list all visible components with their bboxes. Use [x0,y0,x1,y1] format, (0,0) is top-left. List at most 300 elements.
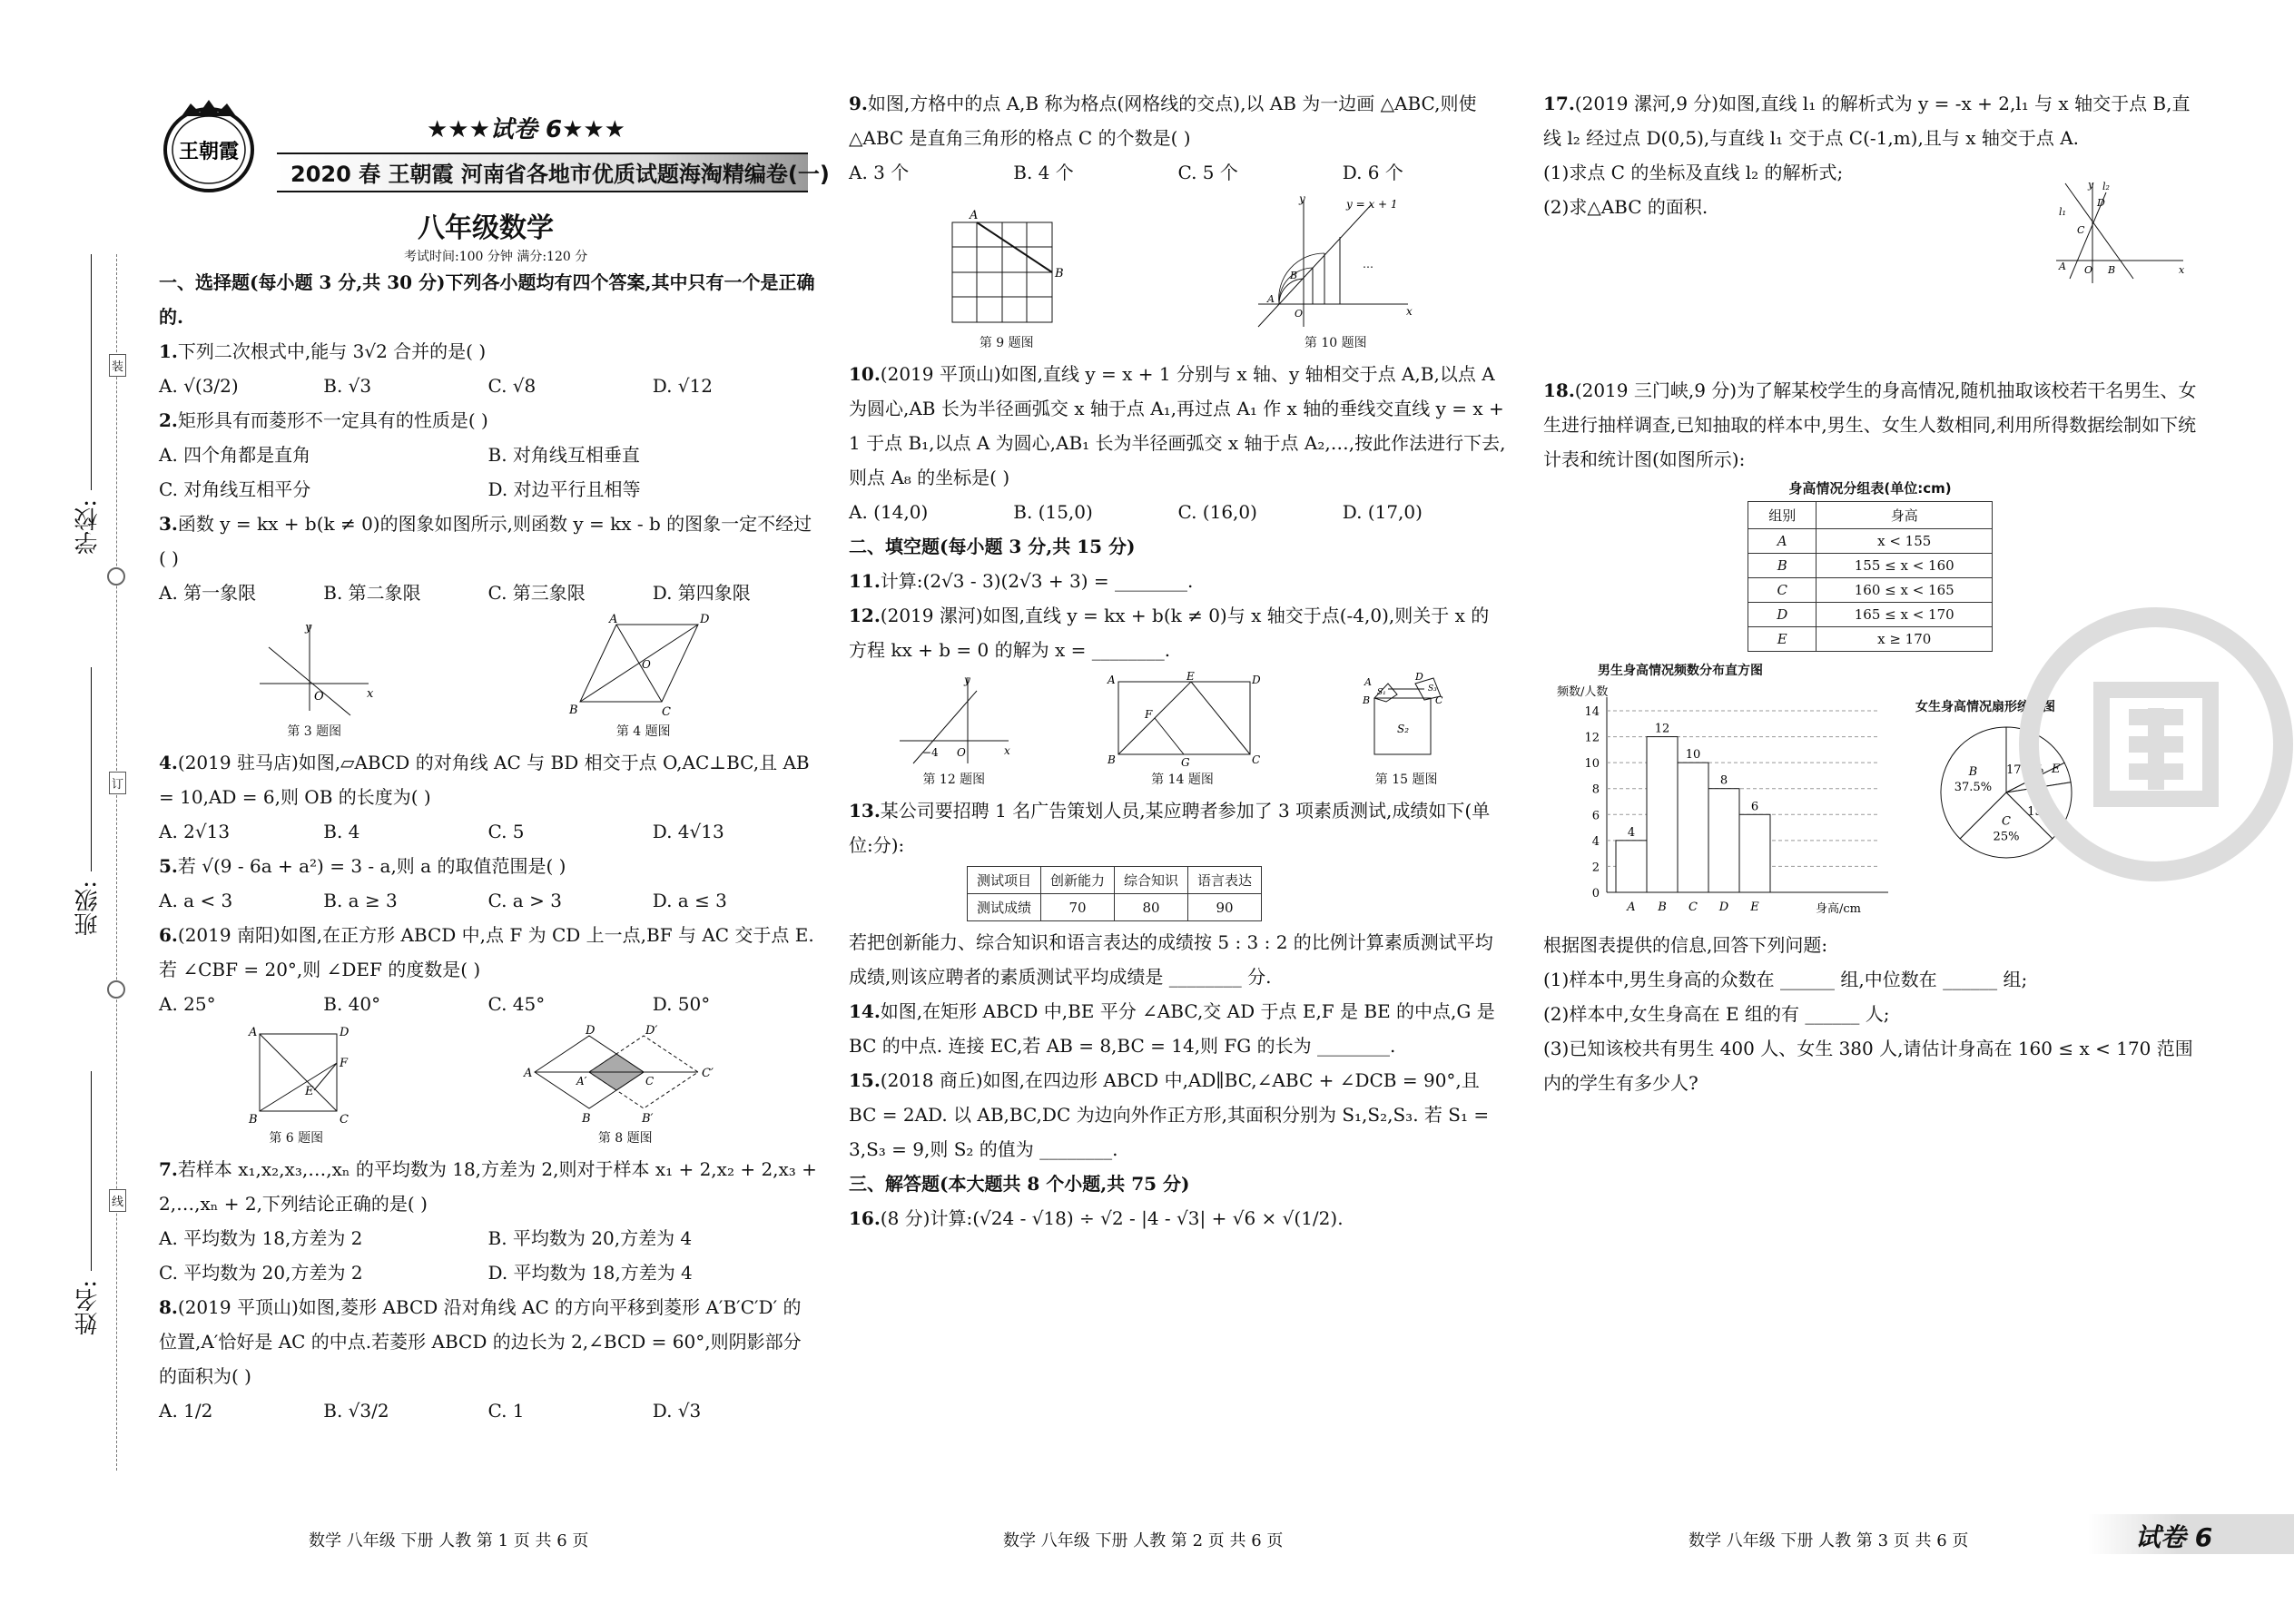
pie-title: 女生身高情况扇形统计图 [1915,700,2055,714]
hist-bar [1739,814,1770,892]
footer-page-1: 数学 八年级 下册 人教 第 1 页 共 6 页 [309,1531,589,1550]
fig10-equation: y = x + 1 [1346,198,1398,211]
option-c: C. 45° [487,993,546,1015]
svg-text:…: … [1363,258,1374,271]
svg-text:l₂: l₂ [2102,181,2110,192]
name-blank [91,1071,92,1271]
q-number: 18. [1543,379,1575,401]
hist-title: 男生身高情况频数分布直方图 [1598,664,1763,678]
fig8-caption: 第 8 题图 [597,1131,653,1146]
option-b: B. (15,0) [1013,501,1093,523]
hist-bar [1678,763,1708,892]
q18-prompt: 根据图表提供的信息,回答下列问题: [1543,934,1828,956]
question-5 [159,849,817,883]
option-a: A. 2√13 [159,821,231,842]
hist-xtick-label: B [1658,901,1667,914]
q-text: (2019 平顶山)如图,直线 y = x + 1 分别与 x 轴、y 轴相交于点 A,B,以点 A 为圆心,AB 长为半径画弧交 x 轴于点 A₁,再过点 A₁ 作 x 轴的垂线交直线 y = x + 1 于点 B₁,以点 A 为圆心,AB₁ 长为半径画弧交 x 轴于点 A₂,…,按此作法进行下去,则点 A₈ 的坐标是( ) [849,363,1506,488]
q-text: 矩形具有而菱形不一定具有的性质是( ) [177,409,488,431]
question-18 [1543,373,2197,477]
svg-text:−4: −4 [921,746,939,759]
option-c: C. 对角线互相平分 [159,478,311,500]
table-row [1748,603,1993,627]
figures-12-14-15 [849,670,1507,788]
svg-text:x: x [1406,305,1413,318]
q-number: 13. [849,800,881,822]
q-text: (2019 三门峡,9 分)为了解某校学生的身高情况,随机抽取该校若干名男生、女生进行抽样调查,已知抽取的样本中,男生、女生人数相同,利用所得数据绘制如下统计表和统计图(如图所示): [1543,379,2197,470]
q-number: 7. [159,1158,178,1180]
q18-sub3: (3)已知该校共有男生 400 人、女生 380 人,请估计身高在 160 ≤ x < 170 范围内的学生有多少人? [1543,1038,2193,1094]
hist-xtick-label: E [1750,901,1759,914]
question-8 [159,1290,817,1393]
svg-text:A: A [523,1067,533,1080]
class-label: 班级: [74,881,102,936]
fig12-graph [895,673,1013,768]
option-c: C. 1 [487,1400,525,1422]
option-c: C. (16,0) [1177,501,1257,523]
fig3-caption: 第 3 题图 [287,724,342,739]
pie-slice-label: B [1968,764,1978,779]
table-row [968,867,1262,894]
figures-3-4 [159,615,817,740]
question-13-cont: 若把创新能力、综合知识和语言表达的成绩按 5 : 3 : 2 的比例计算素质测试平均成绩,则该应聘者的素质测试平均成绩是 ________ 分. [849,931,1493,988]
svg-text:A: A [249,1026,258,1039]
q-text: (2019 漯河)如图,直线 y = kx + b(k ≠ 0)与 x 轴交于点(-4,0),则关于 x 的方程 kx + b = 0 的解为 x = ________. [849,605,1490,661]
svg-text:x: x [1003,744,1010,757]
series-title: 2020 春 王朝霞 河南省各地市优质试题海淘精编卷(一) [290,162,830,187]
figure-4 [562,615,725,740]
svg-text:F: F [1145,708,1153,721]
q-number: 10. [849,363,881,385]
q-text: (2019 南阳)如图,在正方形 ABCD 中,点 F 为 CD 上一点,BF 与 AC 交于点 E.若 ∠CBF = 20°,则 ∠DEF 的度数是( ) [159,924,814,980]
svg-text:O: O [1295,308,1304,320]
q3-options [159,576,817,610]
table-cell: x ≥ 170 [1816,627,1993,652]
svg-text:C: C [1435,694,1443,706]
svg-text:O: O [641,658,651,671]
option-c: C. √8 [487,375,537,397]
pie-slice-label: C [2002,814,2011,829]
option-d: D. 平均数为 18,方差为 4 [487,1262,693,1284]
fig6-caption: 第 6 题图 [269,1131,324,1146]
svg-text:D: D [585,1024,596,1038]
q-text: 若 √(9 - 6a + a²) = 3 - a,则 a 的取值范围是( ) [177,855,566,877]
option-b: B. 平均数为 20,方差为 4 [487,1227,693,1249]
svg-text:A: A [608,613,618,626]
svg-text:C: C [661,705,671,719]
question-6 [159,918,817,987]
table-cell: 综合知识 [1115,867,1188,894]
hist-ytick-label: 4 [1591,834,1600,849]
hist-xtick-label: A [1627,901,1636,914]
figure-9 [939,204,1075,351]
svg-text:D: D [1252,674,1262,686]
svg-text:D: D [1415,671,1423,683]
question-13 [849,793,1507,862]
pie-slice-label: A [2020,748,2030,763]
hist-ytick-label: 6 [1591,809,1600,823]
option-a: A. (14,0) [849,501,929,523]
q6-options [159,987,817,1021]
svg-text:C: C [2077,224,2085,236]
table-cell: D [1748,603,1816,627]
fig14-caption: 第 14 题图 [1151,773,1214,787]
option-a: A. 3 个 [849,162,910,183]
figure-12 [895,673,1013,788]
svg-text:A: A [1267,293,1275,305]
fig9-caption: 第 9 题图 [979,336,1034,350]
hist-bar-label: 6 [1750,800,1759,814]
hist-bar [1616,841,1647,892]
punch-hole-1 [107,567,125,586]
svg-text:B: B [581,1112,591,1126]
question-17-block [1543,86,2197,291]
q-number: 16. [849,1207,881,1229]
q-number: 5. [159,855,178,877]
hist-ytick-label: 2 [1591,861,1600,875]
option-d: D. √3 [652,1400,702,1422]
hist-ytick-label: 0 [1591,887,1600,901]
fig10-caption: 第 10 题图 [1304,336,1367,350]
q17-sub1: (1)求点 C 的坐标及直线 l₂ 的解析式; [1543,162,1844,183]
figure-15 [1352,673,1461,788]
figure-8 [517,1024,734,1147]
q13-score-table [967,866,1262,921]
svg-text:A′: A′ [576,1075,587,1088]
svg-text:C: C [340,1113,350,1127]
svg-text:B: B [1363,694,1371,706]
bind-mark-2: 订 [109,772,126,794]
svg-text:D′: D′ [645,1024,658,1038]
page-title: 八年级数学 [418,212,554,244]
q-text: (8 分)计算:(√24 - √18) ÷ √2 - |4 - √3| + √6 × √(1/2). [880,1207,1344,1229]
q-text: 函数 y = kx + b(k ≠ 0)的图象如图所示,则函数 y = kx - b 的图象一定不经过( ) [159,513,812,569]
q-text: (2018 商丘)如图,在四边形 ABCD 中,AD∥BC,∠ABC + ∠DCB = 90°,且 BC = 2AD. 以 AB,BC,DC 为边向外作正方形,其面积分别为 S₁,S₂,S₃. 若 S₁ = 3,S₃ = 9,则 S₂ 的值为 ________. [849,1069,1490,1160]
paper-badge-title: ★★★试卷 6★★★ [427,116,625,143]
table-cell: 155 ≤ x < 160 [1816,554,1993,578]
option-d: D. a ≤ 3 [652,890,727,911]
table-cell: 165 ≤ x < 170 [1816,603,1993,627]
binding-sidebar [64,254,145,1507]
svg-text:B: B [249,1113,258,1127]
question-17 [1543,86,2197,155]
svg-text:E: E [305,1085,314,1098]
svg-text:A: A [1364,676,1373,688]
hist-svg [1543,679,1906,924]
hist-ytick-label: 10 [1584,757,1600,772]
q-text: (2019 平顶山)如图,菱形 ABCD 沿对角线 AC 的方向平移到菱形 A′B′C′D′ 的位置,A′恰好是 AC 的中点.若菱形 ABCD 的边长为 2,∠BCD = 60°,则阴影部分的面积为( ) [159,1296,802,1387]
table-row [1748,502,1993,529]
svg-text:B′: B′ [641,1112,654,1126]
q18-sub2: (2)样本中,女生身高在 E 组的有 ______ 人; [1543,1003,1890,1025]
table-cell: E [1748,627,1816,652]
q18-sub1: (1)样本中,男生身高的众数在 ______ 组,中位数在 ______ 组; [1543,969,2028,990]
option-a: A. √(3/2) [159,375,239,397]
fig17-graph [2052,179,2188,288]
option-a: A. 四个角都是直角 [159,444,311,466]
svg-text:C: C [1252,753,1261,766]
q9-options [849,155,1507,190]
figures-6-8 [159,1024,817,1147]
svg-text:O: O [2084,264,2093,276]
svg-text:l₁: l₁ [2059,206,2066,218]
hist-xtick-label: D [1718,901,1729,914]
table-cell: x < 155 [1816,529,1993,554]
bind-mark-1: 装 [109,354,126,377]
table-cell: 创新能力 [1041,867,1115,894]
svg-text:D: D [2097,197,2105,209]
option-c: C. 5 [487,821,525,842]
option-b: B. √3 [323,375,372,397]
fig6-square [241,1027,350,1127]
hist-bar-label: 8 [1719,773,1728,788]
q-number: 3. [159,513,178,535]
q17-sub2: (2)求△ABC 的面积. [1543,196,1708,218]
section-2-heading: 二、填空题(每小题 3 分,共 15 分) [849,536,1136,557]
question-9 [849,86,1507,155]
bind-mark-3: 线 [109,1189,126,1212]
svg-text:D: D [340,1026,350,1039]
svg-text:C: C [645,1075,654,1088]
figure-3 [251,620,378,740]
seal-icon [2020,608,2292,881]
pie-slice-label: E [2052,763,2061,777]
svg-text:y: y [1299,192,1306,205]
hist-bar-label: 4 [1627,825,1636,840]
option-d: D. 50° [652,993,711,1015]
q-text: 如图,在矩形 ABCD 中,BE 平分 ∠ABC,交 AD 于点 E,F 是 BE 的中点,G 是 BC 的中点. 连接 EC,若 AB = 8,BC = 14,则 FG 的长为 ________. [849,1000,1495,1057]
svg-text:y: y [963,674,970,686]
pie-value-label: 17.5% [2006,763,2044,778]
seal-watermark [2020,608,2292,884]
q8-options [159,1393,817,1428]
q-number: 14. [849,1000,881,1022]
section-1-heading: 一、选择题(每小题 3 分,共 30 分)下列各小题均有四个答案,其中只有一个是正确的. [159,271,815,328]
logo [154,100,263,195]
option-b: B. √3/2 [323,1400,389,1422]
q-number: 15. [849,1069,881,1091]
q-text: (2019 漯河,9 分)如图,直线 l₁ 的解析式为 y = -x + 2,l₁ 与 x 轴交于点 B,直线 l₂ 经过点 D(0,5),与直线 l₁ 交于点 C(-1,m),且与 x 轴交于点 A. [1543,93,2191,149]
option-c: C. 平均数为 20,方差为 2 [159,1262,363,1284]
fig3-graph [251,620,378,720]
footer-page-3: 数学 八年级 下册 人教 第 3 页 共 6 页 [1689,1531,1969,1550]
punch-hole-2 [107,980,125,999]
question-4 [159,745,817,814]
svg-text:F: F [340,1057,349,1070]
option-a: A. 1/2 [159,1400,213,1422]
option-b: B. 第二象限 [323,582,421,604]
svg-text:A: A [2059,261,2066,272]
svg-text:O: O [956,746,966,759]
figure-6 [241,1027,350,1147]
question-16 [849,1201,1507,1235]
pie-value-label: 15% [2027,805,2054,820]
exam-info: 考试时间:100 分钟 满分:120 分 [404,250,588,264]
table-cell: 语言表达 [1188,867,1262,894]
q-number: 4. [159,752,178,773]
figure-14 [1105,670,1262,788]
option-b: B. 对角线互相垂直 [487,444,640,466]
fig4-caption: 第 4 题图 [615,724,671,739]
svg-text:王朝霞: 王朝霞 [178,140,240,163]
q-number: 8. [159,1296,178,1318]
name-label: 姓名: [74,1280,102,1335]
q2-options [159,438,817,507]
table-row [1748,529,1993,554]
fig10-graph [1254,192,1417,331]
figures-9-10 [849,192,1507,351]
q7-options [159,1221,817,1290]
svg-text:E: E [1186,670,1196,683]
q4-options [159,814,817,849]
sidebar-line [116,254,117,1471]
svg-text:B: B [1108,753,1117,766]
hist-xlabel: 身高/cm [1816,902,1861,916]
option-d: D. 对边平行且相等 [487,478,641,500]
q5-options [159,883,817,918]
figure-17 [2052,179,2197,291]
table-cell: C [1748,578,1816,603]
svg-text:x: x [2179,264,2185,276]
hist-ytick-label: 12 [1584,731,1600,745]
option-d: D. 第四象限 [652,582,751,604]
table-cell: 90 [1188,894,1262,921]
logo-emblem [154,100,263,195]
option-d: D. √12 [652,375,713,397]
question-15 [849,1063,1507,1166]
pie-value-label: 25% [1993,830,2020,844]
q-number: 2. [159,409,178,431]
question-10 [849,357,1507,495]
figure-10 [1254,192,1417,351]
fig8-rhombus [517,1024,734,1127]
q-number: 12. [849,605,881,626]
question-12 [849,598,1507,667]
table-cell: 70 [1041,894,1115,921]
option-b: B. a ≥ 3 [323,890,398,911]
svg-text:A: A [969,209,979,222]
group-table [1748,501,1993,652]
option-a: A. 第一象限 [159,582,257,604]
q-number: 9. [849,93,868,114]
svg-text:x: x [367,687,374,701]
q-text: 若样本 x₁,x₂,x₃,…,xₙ 的平均数为 18,方差为 2,则对于样本 x₁ + 2,x₂ + 2,x₃ + 2,…,xₙ + 2,下列结论正确的是( ) [159,1158,817,1215]
q-number: 17. [1543,93,1575,114]
svg-text:y: y [2088,179,2094,191]
option-c: C. 第三象限 [487,582,586,604]
question-7 [159,1152,817,1221]
svg-text:B: B [1054,267,1064,281]
option-d: D. (17,0) [1342,501,1423,523]
section-3-heading: 三、解答题(本大题共 8 个小题,共 75 分) [849,1173,1190,1195]
question-3 [159,507,817,576]
option-a: A. 平均数为 18,方差为 2 [159,1227,363,1249]
option-a: A. a < 3 [159,890,233,911]
question-2 [159,403,817,438]
option-a: A. 25° [159,993,216,1015]
q-number: 11. [849,570,881,592]
footer-page-2: 数学 八年级 下册 人教 第 2 页 共 6 页 [1003,1531,1284,1550]
fig9-grid [939,204,1075,331]
fig14-rectangle [1105,670,1262,769]
hist-bar [1708,789,1739,892]
question-11 [849,564,1507,598]
school-blank [91,254,92,490]
histogram [1543,661,1906,928]
svg-text:B: B [1290,270,1298,281]
pie-value-label: 37.5% [1954,780,1993,794]
table-cell: 测试成绩 [968,894,1041,921]
svg-text:C′: C′ [701,1067,714,1080]
svg-text:y: y [305,621,312,635]
table-cell: 测试项目 [968,867,1041,894]
table-cell: 组别 [1748,502,1816,529]
svg-text:B: B [568,704,578,717]
hist-xtick-label: C [1689,901,1698,914]
school-label: 学校: [74,499,102,555]
svg-text:S₁: S₁ [1377,688,1386,697]
q-text: 如图,方格中的点 A,B 称为格点(网格线的交点),以 AB 为一边画 △ABC,则使 △ABC 是直角三角形的格点 C 的个数是( ) [849,93,1477,149]
option-b: B. 40° [323,993,381,1015]
hist-bar-label: 12 [1654,722,1670,736]
footer-badge-text: 试卷 6 [2135,1522,2213,1552]
option-c: C. a > 3 [487,890,562,911]
q-text: 某公司要招聘 1 名广告策划人员,某应聘者参加了 3 项素质测试,成绩如下(单位:分): [849,800,1491,856]
hist-ytick-label: 8 [1591,782,1600,797]
svg-text:D: D [699,613,710,626]
table-row [1748,627,1993,652]
question-1 [159,334,817,369]
hist-bar [1647,737,1678,892]
question-14 [849,994,1507,1063]
q-text: (2019 驻马店)如图,▱ABCD 的对角线 AC 与 BD 相交于点 O,AC⊥BC,且 AB = 10,AD = 6,则 OB 的长度为( ) [159,752,810,808]
table-row [968,894,1262,921]
fig15-caption: 第 15 题图 [1374,773,1438,787]
option-c: C. 5 个 [1177,162,1238,183]
table-cell: B [1748,554,1816,578]
hist-bar-label: 10 [1685,748,1701,763]
fig12-caption: 第 12 题图 [922,773,986,787]
hist-ylabel: 频数/人数 [1557,685,1609,699]
fig4-parallelogram [562,615,725,720]
table-row [1748,554,1993,578]
option-d: D. 6 个 [1342,162,1403,183]
svg-text:B: B [2108,264,2116,276]
svg-text:S₂: S₂ [1397,723,1410,735]
q10-options [849,495,1507,529]
option-d: D. 4√13 [652,821,724,842]
q-text: 下列二次根式中,能与 3√2 合并的是( ) [177,340,487,362]
option-b: B. 4 个 [1013,162,1074,183]
table-cell: A [1748,529,1816,554]
hist-ytick-label: 14 [1584,705,1600,719]
svg-text:A: A [1108,674,1117,686]
pie-slice-label: D [2035,790,2045,804]
option-b: B. 4 [323,821,360,842]
class-blank [91,667,92,871]
svg-text:S₃: S₃ [1428,684,1437,694]
q-number: 6. [159,924,178,946]
fig15-squares [1352,673,1461,768]
table-row [1748,578,1993,603]
table-cell: 160 ≤ x < 165 [1816,578,1993,603]
group-table-title: 身高情况分组表(单位:cm) [1788,480,1952,497]
table-cell: 身高 [1816,502,1993,529]
svg-text:G: G [1181,756,1191,769]
q1-options [159,369,817,403]
q-text: 计算:(2√3 - 3)(2√3 + 3) = ________. [880,570,1194,592]
table-cell: 80 [1115,894,1188,921]
svg-text:O: O [314,690,324,704]
